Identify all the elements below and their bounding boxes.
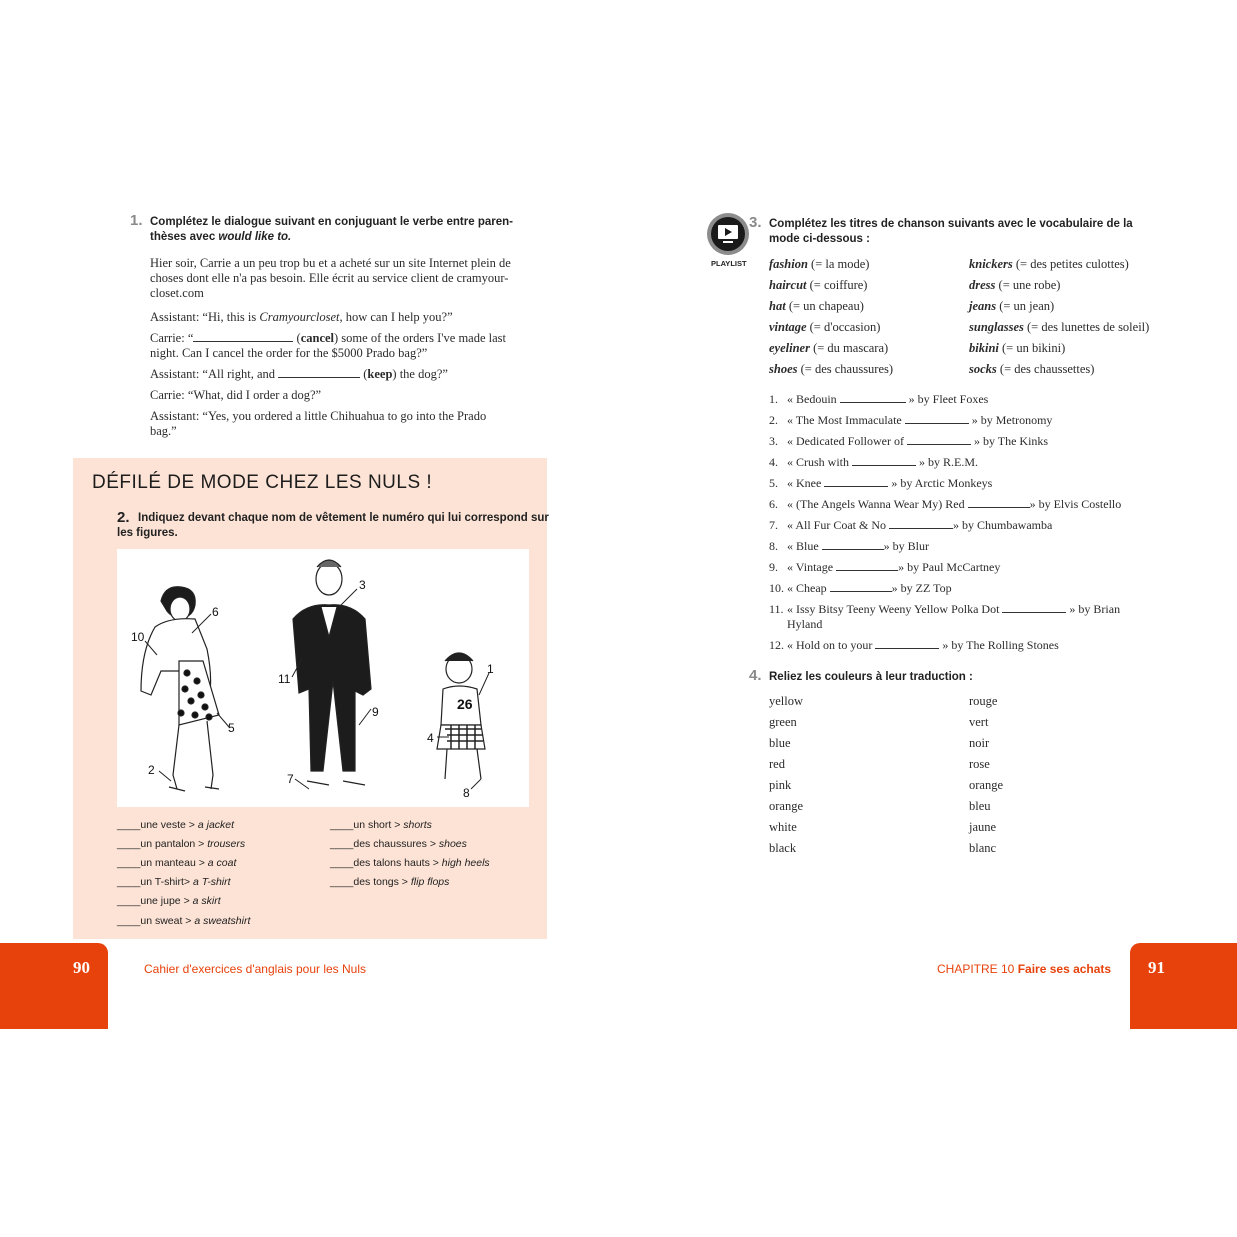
man-figure xyxy=(293,560,371,785)
shirt-number: 26 xyxy=(457,696,473,712)
instruction-line: les figures. xyxy=(117,527,178,539)
answer-blank[interactable]: ____ xyxy=(330,819,354,831)
clothing-english: trousers xyxy=(207,838,246,850)
answer-blank[interactable]: ____ xyxy=(117,857,141,869)
vocab-item xyxy=(769,299,864,314)
intro-line: closet.com xyxy=(150,286,204,300)
exercise-4-number: 4. xyxy=(749,667,762,684)
color-french[interactable]: jaune xyxy=(969,820,997,834)
answer-blank[interactable]: ____ xyxy=(117,895,141,907)
instruction-emphasis: would like to. xyxy=(218,231,292,243)
vocab-english: knickers xyxy=(969,257,1013,271)
song-item xyxy=(769,539,929,554)
figure-label-4: 4 xyxy=(427,731,434,745)
answer-blank[interactable]: ____ xyxy=(117,838,141,850)
song-number: 3. xyxy=(769,434,778,448)
answer-blank[interactable]: ____ xyxy=(117,876,141,888)
clothing-french: un short > xyxy=(353,819,404,831)
song-title-start: « The Most Immaculate xyxy=(787,413,905,427)
song-title-start: « (The Angels Wanna Wear My) Red xyxy=(787,497,968,511)
answer-blank[interactable] xyxy=(822,539,884,550)
vocab-french: (= des petites culottes) xyxy=(1012,257,1129,271)
instruction-line: Complétez le dialogue suivant en conjuguant le verbe entre paren- xyxy=(150,216,513,228)
figure-label-9: 9 xyxy=(372,705,379,719)
song-number: 11. xyxy=(769,602,784,616)
clothing-english: a jacket xyxy=(197,819,235,831)
vocab-english: socks xyxy=(969,362,997,376)
exercise-3-instruction xyxy=(769,217,1133,247)
instruction-line: Complétez les titres de chanson suivants avec le vocabulaire de la xyxy=(769,218,1133,230)
figure-label-2: 2 xyxy=(148,763,155,777)
playlist-label: PLAYLIST xyxy=(711,259,747,268)
song-item xyxy=(769,497,1121,512)
song-artist: » by Chumbawamba xyxy=(953,518,1053,532)
dialogue-text: ) some of the orders I've made last xyxy=(334,331,507,345)
instruction-line: mode ci-dessous : xyxy=(769,233,870,245)
child-figure xyxy=(437,653,485,779)
answer-blank[interactable] xyxy=(968,497,1030,508)
dialogue-site-name: Cramyourcloset xyxy=(259,310,340,324)
clothing-item xyxy=(117,876,231,888)
vocab-item xyxy=(769,278,867,293)
dialogue-line-5-cont: bag.” xyxy=(150,424,177,438)
playlist-icon xyxy=(707,213,749,255)
dialogue-line-1 xyxy=(150,310,453,325)
answer-blank[interactable] xyxy=(907,434,971,445)
vocab-french: (= un jean) xyxy=(996,299,1055,313)
chapter-heading xyxy=(937,962,1111,976)
dialogue-line-2-cont: night. Can I cancel the order for the $5000 Prado bag?” xyxy=(150,346,428,360)
monitor-icon xyxy=(707,213,749,255)
song-artist: » by ZZ Top xyxy=(891,581,952,595)
clothing-english: flip flops xyxy=(410,876,450,888)
figure-label-10: 10 xyxy=(131,630,145,644)
vocab-item xyxy=(969,299,1054,314)
vocab-french: (= un bikini) xyxy=(998,341,1066,355)
song-artist: » by The Rolling Stones xyxy=(939,638,1059,652)
vocab-french: (= des chaussures) xyxy=(797,362,894,376)
song-artist: » by Blur xyxy=(883,539,930,553)
box-title: DÉFILÉ DE MODE CHEZ LES NULS ! xyxy=(92,472,433,493)
vocab-english: jeans xyxy=(969,299,997,313)
vocab-english: vintage xyxy=(769,320,807,334)
fashion-figure-illustration xyxy=(117,549,529,807)
song-number: 9. xyxy=(769,560,778,574)
song-number: 10. xyxy=(769,581,784,595)
vocab-english: dress xyxy=(969,278,996,292)
vocab-french: (= une robe) xyxy=(995,278,1061,292)
exercise-3-number: 3. xyxy=(749,214,762,231)
color-english[interactable]: yellow xyxy=(769,694,804,708)
dialogue-text: Assistant: “All right, and xyxy=(150,367,279,381)
intro-line: choses dont elle n'a pas besoin. Elle écrit au service client de cramyour- xyxy=(150,271,509,285)
figure-label-7: 7 xyxy=(287,772,294,786)
clothing-french: un sweat > xyxy=(140,915,195,927)
song-title-start: « Cheap xyxy=(787,581,830,595)
song-title-start: « Blue xyxy=(787,539,822,553)
answer-blank[interactable]: ____ xyxy=(330,838,354,850)
clothing-item xyxy=(117,895,221,907)
dialogue-text: ( xyxy=(293,331,301,345)
song-title-start: « Bedouin xyxy=(787,392,840,406)
vocab-english: sunglasses xyxy=(969,320,1024,334)
vocab-french: (= d'occasion) xyxy=(806,320,881,334)
vocab-english: bikini xyxy=(969,341,999,355)
figure-label-5: 5 xyxy=(228,721,235,735)
clothing-item xyxy=(330,838,467,850)
page-number-tab-right xyxy=(1130,943,1237,1029)
song-item xyxy=(769,476,992,491)
song-number: 6. xyxy=(769,497,778,511)
color-french[interactable]: blanc xyxy=(969,841,997,855)
song-item xyxy=(769,581,952,596)
clothing-item xyxy=(117,838,245,850)
intro-line: Hier soir, Carrie a un peu trop bu et a acheté sur un site Internet plein de xyxy=(150,256,511,270)
vocab-item xyxy=(769,362,893,377)
exercise-1-number: 1. xyxy=(130,212,143,229)
clothing-item xyxy=(117,915,250,927)
song-item xyxy=(769,638,1059,653)
answer-blank[interactable] xyxy=(852,455,916,466)
clothing-item xyxy=(117,857,236,869)
answer-blank[interactable] xyxy=(193,331,293,342)
clothing-french: une veste > xyxy=(140,819,198,831)
vocab-english: shoes xyxy=(769,362,798,376)
song-title-start: « All Fur Coat & No xyxy=(787,518,890,532)
clothing-french: des talons hauts > xyxy=(353,857,442,869)
figure-label-3: 3 xyxy=(359,578,366,592)
color-french[interactable]: rose xyxy=(969,757,990,771)
vocab-item xyxy=(969,320,1149,335)
clothing-english: a coat xyxy=(207,857,237,869)
song-artist: » by The Kinks xyxy=(970,434,1049,448)
clothing-english: a T-shirt xyxy=(192,876,231,888)
song-title-start: « Knee xyxy=(787,476,825,490)
answer-blank[interactable] xyxy=(1002,602,1066,613)
color-french[interactable]: orange xyxy=(969,778,1004,792)
clothing-item xyxy=(330,819,432,831)
song-artist: » by Arctic Monkeys xyxy=(888,476,993,490)
song-item xyxy=(769,413,1052,428)
song-artist: » by Elvis Costello xyxy=(1029,497,1122,511)
clothing-french: un pantalon > xyxy=(140,838,208,850)
song-number: 7. xyxy=(769,518,778,532)
color-english[interactable]: orange xyxy=(769,799,804,813)
dialogue-text: Assistant: “Hi, this is xyxy=(150,310,260,324)
clothing-item xyxy=(330,857,490,869)
clothing-item xyxy=(330,876,449,888)
vocab-item xyxy=(969,278,1060,293)
exercise-1-instruction xyxy=(150,215,513,245)
answer-blank[interactable] xyxy=(905,413,969,424)
exercise-4-instruction: Reliez les couleurs à leur traduction : xyxy=(769,671,973,683)
answer-blank[interactable]: ____ xyxy=(330,857,354,869)
song-number: 2. xyxy=(769,413,778,427)
color-french[interactable]: rouge xyxy=(969,694,998,708)
dialogue-line-3 xyxy=(150,367,448,382)
song-item xyxy=(769,455,978,470)
dialogue-line-5: Assistant: “Yes, you ordered a little Chihuahua to go into the Prado xyxy=(150,409,487,423)
answer-blank[interactable] xyxy=(824,476,888,487)
vocab-english: hat xyxy=(769,299,786,313)
instruction-line: Indiquez devant chaque nom de vêtement le numéro qui lui correspond sur xyxy=(138,512,549,524)
song-title-start: « Issy Bitsy Teeny Weeny Yellow Polka Dot xyxy=(787,602,1003,616)
song-item xyxy=(769,434,1048,449)
color-english[interactable]: pink xyxy=(769,778,792,792)
clothing-french: des tongs > xyxy=(353,876,411,888)
answer-blank[interactable] xyxy=(278,367,360,378)
song-artist: » by R.E.M. xyxy=(916,455,979,469)
vocab-french: (= du mascara) xyxy=(809,341,889,355)
song-number: 8. xyxy=(769,539,778,553)
song-number: 5. xyxy=(769,476,778,490)
song-title-start: « Hold on to your xyxy=(787,638,876,652)
instruction-line xyxy=(150,230,513,245)
clothing-english: shorts xyxy=(403,819,432,831)
song-title-start: « Dedicated Follower of xyxy=(787,434,907,448)
figure-label-8: 8 xyxy=(463,786,470,800)
song-artist: » by Brian xyxy=(1066,602,1121,616)
answer-blank[interactable]: ____ xyxy=(117,915,141,927)
clothing-french: un manteau > xyxy=(140,857,208,869)
song-number: 4. xyxy=(769,455,778,469)
page-number-tab-left xyxy=(0,943,108,1029)
vocab-french: (= un chapeau) xyxy=(785,299,864,313)
instruction-text: thèses avec xyxy=(150,231,219,243)
dialogue-text: Carrie: “ xyxy=(150,331,194,345)
clothing-french: une jupe > xyxy=(140,895,193,907)
song-number: 1. xyxy=(769,392,778,406)
answer-blank[interactable] xyxy=(830,581,892,592)
page-number-right: 91 xyxy=(1148,958,1165,977)
color-english[interactable]: black xyxy=(769,841,797,855)
vocab-french: (= des lunettes de soleil) xyxy=(1023,320,1150,334)
song-item xyxy=(769,602,1120,617)
book-title: Cahier d'exercices d'anglais pour les Nuls xyxy=(144,962,367,976)
clothing-english: a sweatshirt xyxy=(194,915,251,927)
dialogue-text: ) the dog?” xyxy=(392,367,448,381)
song-item-continuation: Hyland xyxy=(787,617,823,631)
answer-blank[interactable] xyxy=(836,560,898,571)
vocab-english: fashion xyxy=(769,257,808,271)
vocab-french: (= des chaussettes) xyxy=(996,362,1095,376)
vocab-french: (= coiffure) xyxy=(806,278,868,292)
clothing-english: high heels xyxy=(441,857,490,869)
song-artist: » by Paul McCartney xyxy=(898,560,1001,574)
chapter-label: CHAPITRE 10 xyxy=(937,962,1018,976)
vocab-item xyxy=(969,257,1129,272)
song-title-start: « Vintage xyxy=(787,560,837,574)
figure-label-11: 11 xyxy=(278,672,291,686)
answer-blank[interactable] xyxy=(840,392,906,403)
color-french[interactable]: bleu xyxy=(969,799,991,813)
vocab-french: (= la mode) xyxy=(807,257,870,271)
vocab-english: eyeliner xyxy=(769,341,810,355)
page-number-left: 90 xyxy=(73,958,90,977)
exercise-2-number: 2. xyxy=(117,509,130,526)
answer-blank[interactable]: ____ xyxy=(117,819,141,831)
clothing-english: a skirt xyxy=(192,895,221,907)
answer-blank[interactable]: ____ xyxy=(330,876,354,888)
song-number: 12. xyxy=(769,638,784,652)
clothing-french: des chaussures > xyxy=(353,838,439,850)
vocab-item xyxy=(769,341,888,356)
dialogue-line-2 xyxy=(150,331,506,346)
song-item xyxy=(769,518,1052,533)
song-item xyxy=(769,392,988,407)
color-english[interactable]: white xyxy=(769,820,797,834)
dialogue-text: ( xyxy=(360,367,368,381)
color-english[interactable]: green xyxy=(769,715,797,729)
dialogue-text: , how can I help you?” xyxy=(339,310,453,324)
chapter-title: Faire ses achats xyxy=(1017,962,1112,976)
answer-blank[interactable] xyxy=(875,638,939,649)
vocab-item xyxy=(969,362,1094,377)
figure-label-1: 1 xyxy=(487,662,494,676)
song-artist: » by Metronomy xyxy=(968,413,1053,427)
figure-label-6: 6 xyxy=(212,605,219,619)
clothing-french: un T-shirt> xyxy=(140,876,193,888)
color-french[interactable]: vert xyxy=(969,715,989,729)
vocab-item xyxy=(769,320,880,335)
answer-blank[interactable] xyxy=(889,518,953,529)
exercise-1-intro xyxy=(150,256,511,301)
clothing-item xyxy=(117,819,234,831)
clothing-english: shoes xyxy=(438,838,467,850)
color-french[interactable]: noir xyxy=(969,736,990,750)
verb-hint: cancel xyxy=(300,331,335,345)
color-english[interactable]: red xyxy=(769,757,785,771)
vocab-item xyxy=(769,257,869,272)
verb-hint: keep xyxy=(367,367,393,381)
color-english[interactable]: blue xyxy=(769,736,791,750)
vocab-item xyxy=(969,341,1065,356)
song-artist: » by Fleet Foxes xyxy=(905,392,989,406)
figure-drawing xyxy=(117,549,529,807)
dialogue-line-4: Carrie: “What, did I order a dog?” xyxy=(150,388,322,402)
song-item xyxy=(769,560,1000,575)
song-title-start: « Crush with xyxy=(787,455,853,469)
vocab-english: haircut xyxy=(769,278,807,292)
exercise-2-instruction xyxy=(117,511,549,541)
